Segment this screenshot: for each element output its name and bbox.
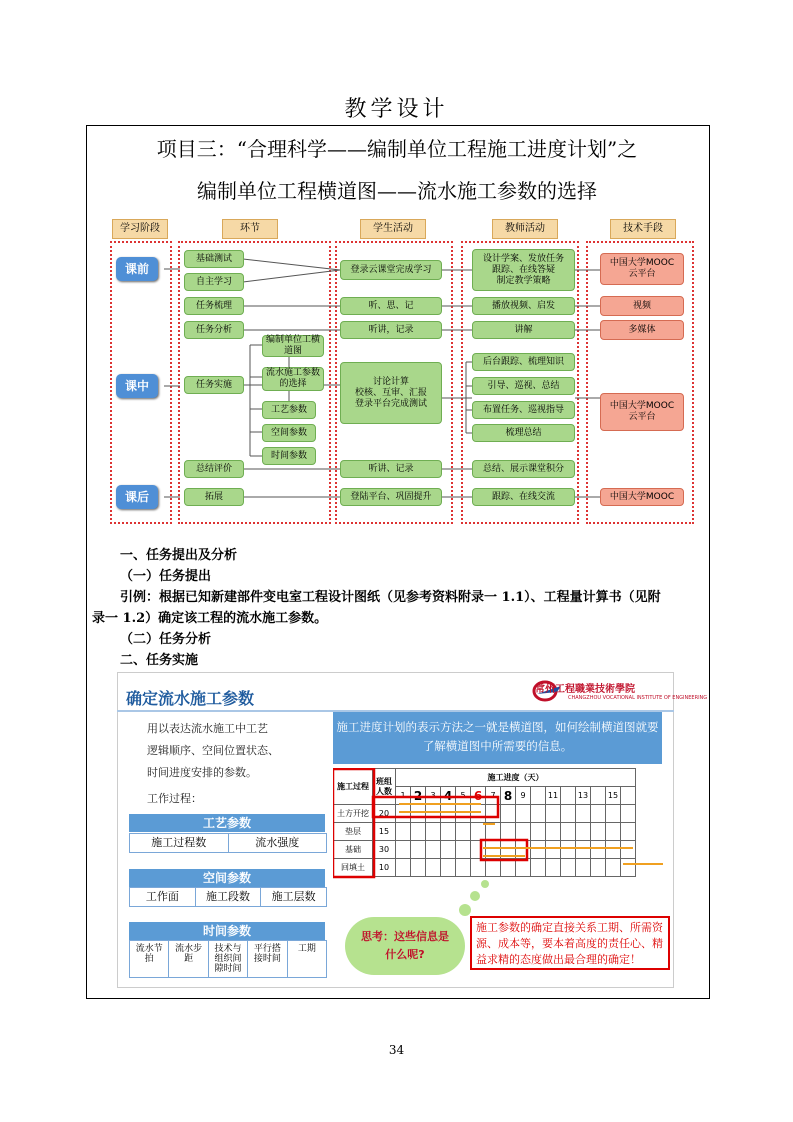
gantt-crew-count: 10	[373, 859, 396, 877]
gantt-day-big: 2	[411, 787, 426, 805]
space-params-title: 空间参数	[129, 869, 325, 887]
craft-params-row	[129, 833, 327, 853]
student-login-study: 登录云课堂完成学习	[340, 260, 442, 280]
gantt-day: 3	[426, 787, 441, 805]
gantt-header-crew: 班组人数	[373, 769, 396, 805]
space-params-row	[129, 887, 327, 907]
col-header-step: 环节	[222, 219, 278, 239]
craft-params-title: 工艺参数	[129, 814, 325, 832]
example-text-line1: 引例：根据已知新建部件变电室工程设计图纸（见参考资料附录一 1.1）、工程量计算书（见附	[120, 590, 661, 605]
step-task-review: 任务梳理	[184, 297, 244, 315]
gantt-crew-count: 20	[373, 805, 396, 823]
step-task-analysis: 任务分析	[184, 321, 244, 339]
gantt-day: 13	[576, 787, 591, 805]
gantt-bars	[333, 768, 663, 880]
tech-mooc-3: 中国大学MOOC	[600, 488, 684, 506]
gantt-day: 1	[396, 787, 411, 805]
slide-intro-line2: 逻辑顺序、空间位置状态、	[147, 744, 279, 757]
substep-param-select: 流水施工参数的选择	[262, 367, 324, 391]
warning-box: 施工参数的确定直接关系工期、所需资源、成本等，要本着高度的责任心、精益求精的态度做出最合理的确定！	[470, 916, 670, 970]
page-header: 教学设计	[344, 97, 449, 122]
slide-title: 确定流水施工参数	[126, 689, 255, 708]
substep-time-params: 时间参数	[262, 447, 316, 465]
highlight-process-column	[333, 769, 374, 877]
gantt-crew-count: 30	[373, 841, 396, 859]
subsection-heading-1: （一）任务提出	[120, 569, 212, 584]
stage-post-class: 课后	[116, 485, 158, 509]
student-listen-record-2: 听讲、记录	[340, 460, 442, 478]
time-param-item: 工期	[297, 944, 316, 954]
slide-process-label: 工作过程：	[147, 792, 202, 805]
stage-pre-class: 课前	[116, 257, 158, 281]
project-title-line1: 项目三：“合理科学——编制单位工程施工进度计划”之	[156, 137, 638, 161]
stage-in-class: 课中	[116, 374, 158, 398]
substep-space-params: 空间参数	[262, 424, 316, 442]
step-summary: 总结评价	[184, 460, 244, 478]
student-discuss-compute: 讨论计算 校核、互审、汇报 登录平台完成测试	[340, 362, 442, 424]
teacher-track: 后台跟踪、梳理知识	[472, 353, 575, 371]
gantt-process-name: 基础	[334, 841, 373, 859]
space-param-item: 工作面	[130, 888, 196, 906]
craft-param-item: 流水强度	[255, 836, 300, 849]
time-params-row	[129, 940, 327, 978]
slide-intro-line1: 用以表达流水施工中工艺	[147, 722, 268, 735]
subsection-heading-2: （二）任务分析	[120, 632, 212, 647]
school-logo-text: 常州工程職業技術學院	[535, 684, 635, 695]
project-title-line2: 编制单位工程横道图——流水施工参数的选择	[197, 179, 597, 203]
col-header-stage: 学习阶段	[112, 219, 168, 239]
space-param-item: 施工层数	[271, 890, 316, 903]
teacher-play-video: 播放视频、启发	[472, 297, 575, 315]
school-logo-subtext: CHANGZHOU VOCATIONAL INSTITUTE OF ENGINEERING	[568, 695, 708, 701]
gantt-day: 9	[516, 787, 531, 805]
gantt-day-big: 8	[501, 787, 516, 805]
page-number: 34	[388, 1043, 405, 1057]
slide-info-banner: 施工进度计划的表示方法之一就是横道图，如何绘制横道图就要了解横道图中所需要的信息。	[333, 712, 662, 764]
step-extension: 拓展	[184, 488, 244, 506]
gantt-process-name: 垫层	[334, 823, 373, 841]
substep-draw-chart: 编制单位工横道图	[262, 335, 324, 357]
time-param-item: 流水节 拍	[130, 941, 169, 977]
gantt-header-process: 施工过程	[334, 769, 373, 805]
space-param-item: 施工段数	[196, 888, 262, 906]
gantt-day: 7	[486, 787, 501, 805]
step-task-implement: 任务实施	[184, 376, 244, 394]
time-params-title: 时间参数	[129, 922, 325, 940]
gantt-process-name: 回填土	[334, 859, 373, 877]
teacher-show-score: 总结、展示课堂积分	[472, 460, 575, 478]
thought-dots	[455, 878, 495, 918]
teacher-explain: 讲解	[472, 321, 575, 339]
gantt-header-progress: 施工进度（天）	[396, 769, 636, 787]
example-text-line2: 录一 1.2）确定该工程的流水施工参数。	[92, 611, 328, 626]
gantt-crew-count: 15	[373, 823, 396, 841]
student-listen-think: 听、思、记	[340, 297, 442, 315]
tech-multimedia: 多媒体	[600, 320, 684, 340]
teacher-design-plan: 设计学案、发放任务 跟踪、在线答疑 制定教学策略	[472, 249, 575, 291]
section-heading-1: 一、任务提出及分析	[120, 548, 238, 563]
gantt-process-name: 土方开挖	[334, 805, 373, 823]
teacher-summarize: 梳理总结	[472, 424, 575, 442]
col-header-teacher: 教师活动	[492, 219, 558, 239]
tech-mooc-2: 中国大学MOOC 云平台	[600, 393, 684, 431]
time-param-item: 平行搭 接时间	[248, 941, 287, 977]
highlight-earthwork-row	[373, 797, 498, 817]
tech-video: 视频	[600, 296, 684, 316]
gantt-day: 11	[546, 787, 561, 805]
section-heading-2: 二、任务实施	[120, 653, 199, 668]
student-platform-consolidate: 登陆平台、巩固提升	[340, 488, 442, 506]
step-basic-test: 基础测试	[184, 250, 244, 268]
gantt-day: 5	[456, 787, 471, 805]
col-header-student: 学生活动	[360, 219, 426, 239]
time-param-item: 技术与 组织间 隙时间	[209, 941, 248, 977]
teacher-guide: 引导、巡视、总结	[472, 377, 575, 395]
teacher-online-exchange: 跟踪、在线交流	[472, 488, 575, 506]
col-header-tech: 技术手段	[610, 219, 676, 239]
gantt-day: 15	[606, 787, 621, 805]
thought-bubble: 思考：这些信息是 什么呢?	[345, 917, 465, 975]
gantt-day-big: 6	[471, 787, 486, 805]
step-self-study: 自主学习	[184, 273, 244, 291]
gantt-day-big: 4	[441, 787, 456, 805]
craft-param-item: 施工过程数	[130, 834, 229, 852]
teacher-assign: 布置任务、巡视指导	[472, 401, 575, 419]
tech-mooc-1: 中国大学MOOC 云平台	[600, 253, 684, 285]
substep-craft-params: 工艺参数	[262, 401, 316, 419]
student-listen-record: 听讲，记录	[340, 321, 442, 339]
time-param-item: 流水步 距	[169, 941, 208, 977]
slide-intro-line3: 时间进度安排的参数。	[147, 766, 257, 779]
